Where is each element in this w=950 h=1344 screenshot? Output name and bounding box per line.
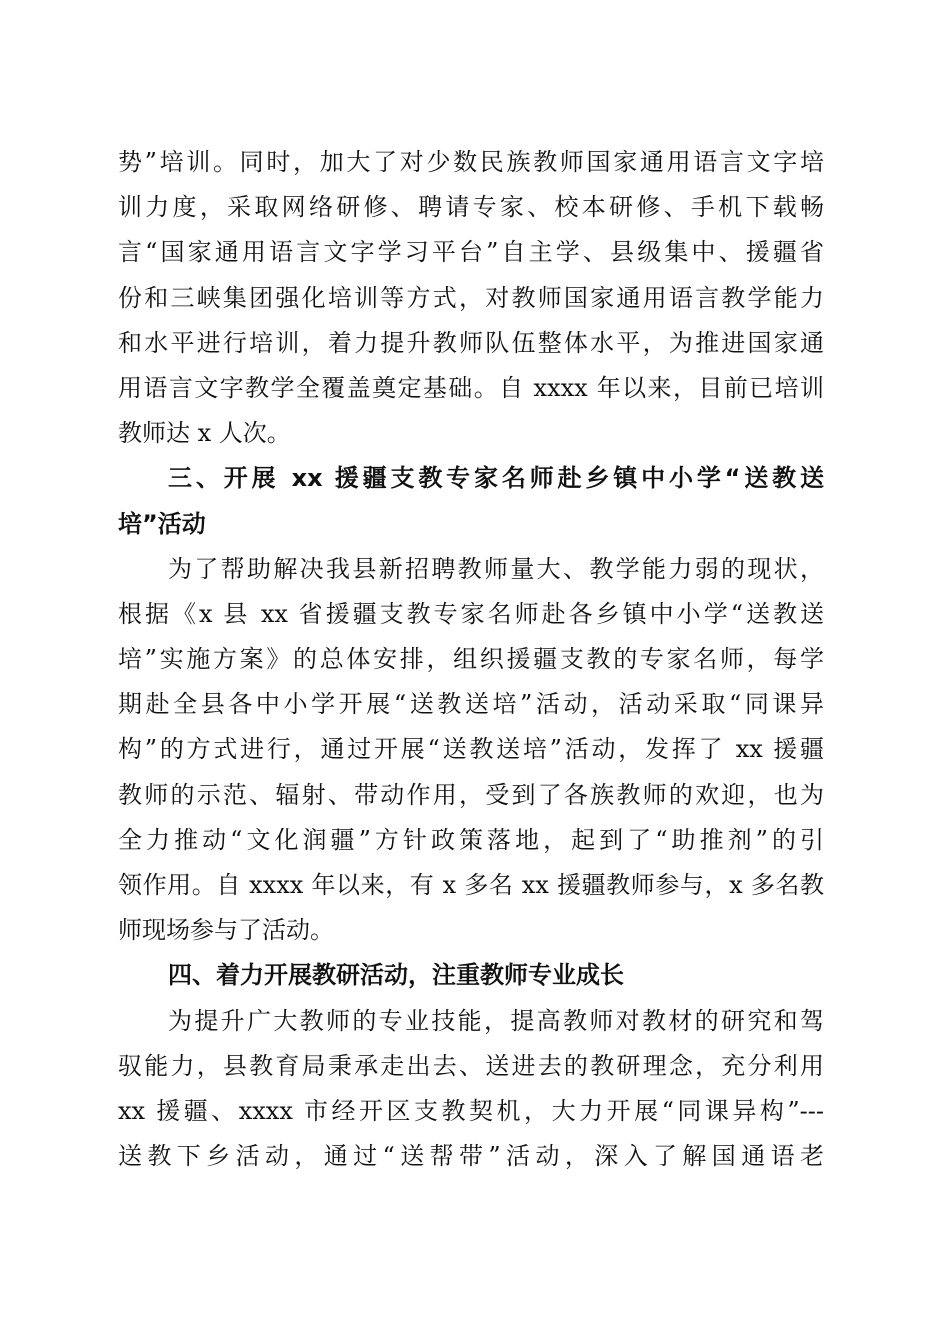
text-line: 为提升广大教师的专业技能，提高教师对教材的研究和驾 xyxy=(168,1006,824,1035)
text-line: 师现场参与了活动。 xyxy=(118,916,334,945)
text-line: 势”培训。同时，加大了对少数民族教师国家通用语言文字培 xyxy=(118,148,824,176)
text-line: 培”实施方案》的总体安排，组织援疆支教的专家名师，每学 xyxy=(118,645,824,674)
paragraph-teaching-research xyxy=(118,999,824,1180)
section-heading-3 xyxy=(118,456,824,546)
text-line: 用语言文字教学全覆盖奠定基础。自 xxxx 年以来，目前已培训 xyxy=(118,373,824,402)
text-line: 根据《x 县 xx 省援疆支教专家名师赴各乡镇中小学“送教送 xyxy=(118,599,824,628)
text-line: 送教下乡活动，通过“送帮带”活动，深入了解国通语老 xyxy=(118,1142,824,1171)
text-line: xx 援疆、xxxx 市经开区支教契机，大力开展“同课异构”--- xyxy=(118,1096,824,1125)
text-line: 份和三峡集团强化培训等方式，对教师国家通用语言教学能力 xyxy=(118,283,824,312)
paragraph-send-teaching xyxy=(118,547,824,954)
text-line: 教师的示范、辐射、带动作用，受到了各族教师的欢迎，也为 xyxy=(118,780,824,809)
text-line: 全力推动“文化润疆”方针政策落地，起到了“助推剂”的引 xyxy=(118,825,824,854)
heading-line: 三、开展 xx 援疆支教专家名师赴乡镇中小学“送教送 xyxy=(168,464,824,493)
heading-line: 四、着力开展教研活动，注重教师专业成长 xyxy=(168,961,624,990)
paragraph-training-summary xyxy=(118,140,824,456)
text-line: 为了帮助解决我县新招聘教师量大、教学能力弱的现状， xyxy=(168,554,824,583)
text-line: 驭能力，县教育局秉承走出去、送进去的教研理念，充分利用 xyxy=(118,1051,824,1080)
document-body xyxy=(118,140,824,1179)
section-heading-4 xyxy=(118,953,824,998)
text-line: 构”的方式进行，通过开展“送教送培”活动，发挥了 xx 援疆 xyxy=(118,735,824,764)
text-line: 训力度，采取网络研修、聘请专家、校本研修、手机下载畅 xyxy=(118,193,824,222)
text-line: 教师达 x 人次。 xyxy=(118,419,291,448)
text-line: 和水平进行培训，着力提升教师队伍整体水平，为推进国家通 xyxy=(118,328,824,357)
heading-line: 培”活动 xyxy=(118,509,206,538)
text-line: 领作用。自 xxxx 年以来，有 x 多名 xx 援疆教师参与，x 多名教 xyxy=(118,871,824,899)
text-line: 期赴全县各中小学开展“送教送培”活动，活动采取“同课异 xyxy=(118,690,824,719)
text-line: 言“国家通用语言文字学习平台”自主学、县级集中、援疆省 xyxy=(118,238,824,267)
